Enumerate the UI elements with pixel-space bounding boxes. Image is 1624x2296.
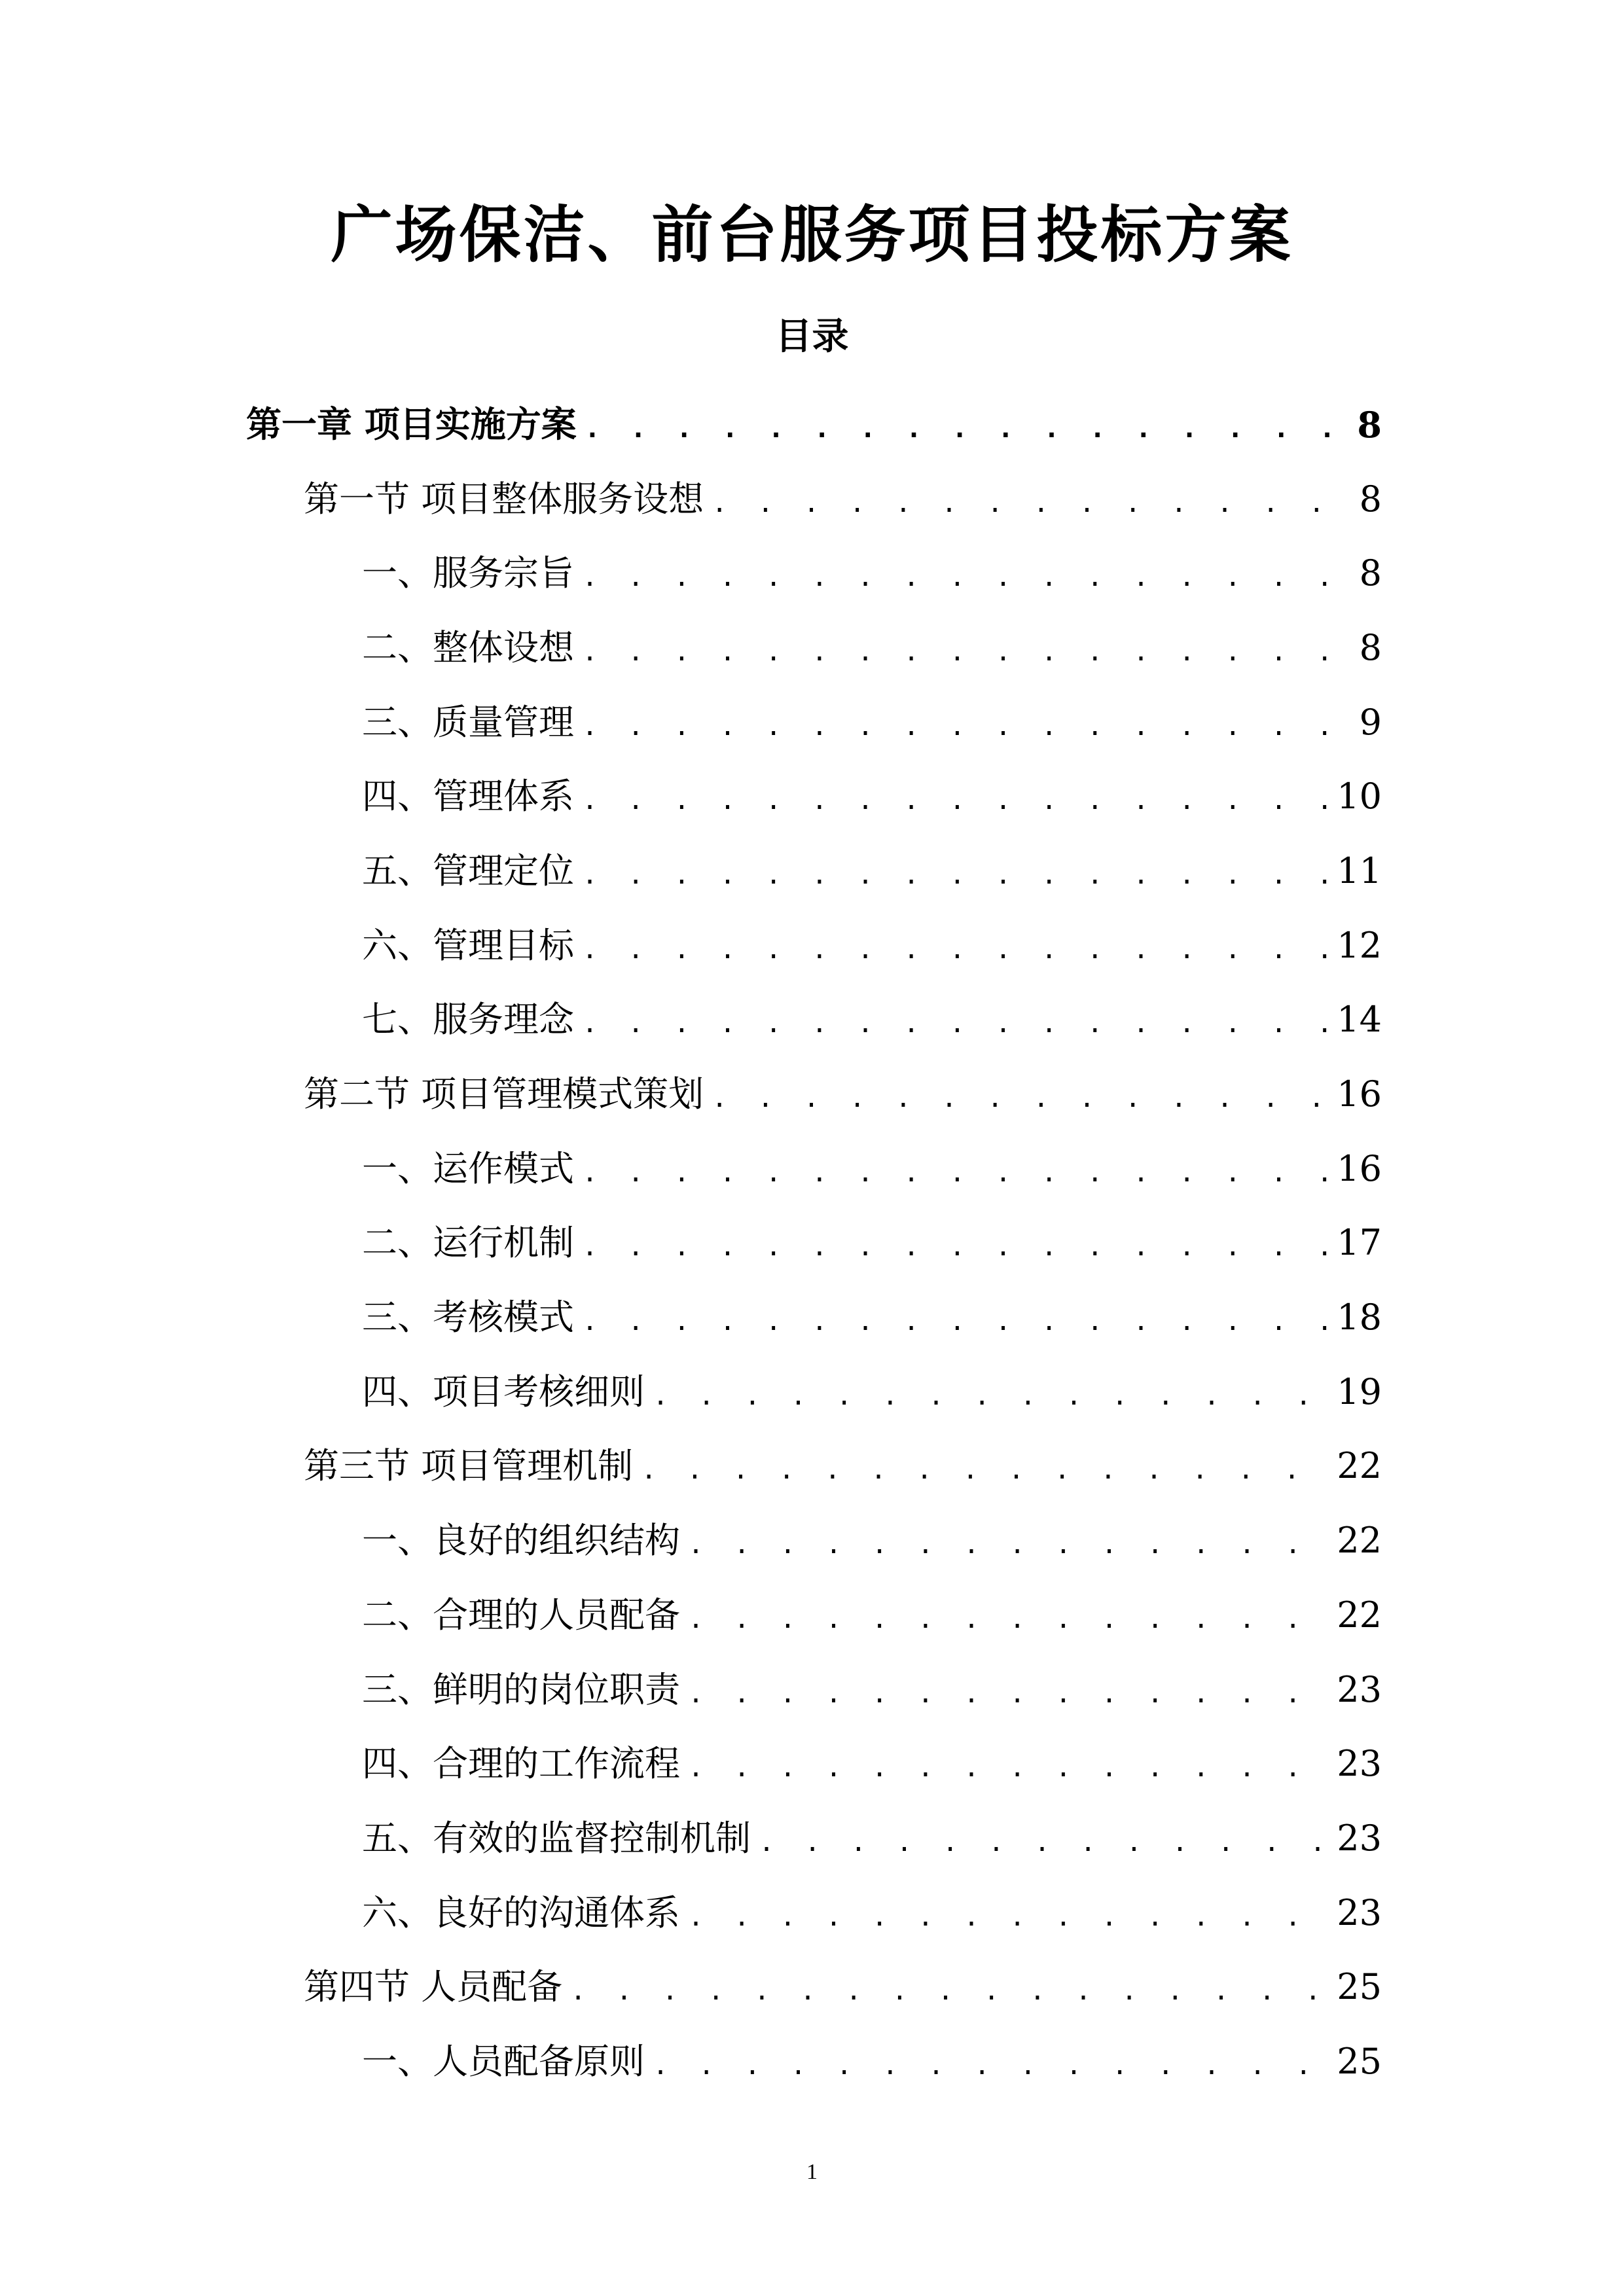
toc-entry-title: 二、整体设想 (362, 626, 574, 668)
toc-entry[interactable] (0, 908, 1624, 983)
toc-entry-title: 第四节 人员配备 (304, 1966, 563, 2008)
toc-entry-page: 9 (1359, 701, 1382, 743)
toc-entry[interactable] (0, 1653, 1624, 1727)
toc-entry-title: 七、服务理念 (362, 999, 574, 1041)
toc-leader-dots (759, 1820, 1327, 1865)
toc-entry-title: 五、有效的监督控制机制 (362, 1817, 751, 1859)
toc-entry[interactable] (0, 1801, 1624, 1876)
toc-leader-dots (582, 1001, 1327, 1047)
toc-entry-title: 六、管理目标 (362, 924, 574, 966)
toc-entry[interactable] (0, 1503, 1624, 1578)
toc-leader-dots (582, 778, 1327, 823)
toc-entry-title: 四、项目考核细则 (362, 1371, 645, 1412)
toc-leader-dots (582, 852, 1327, 898)
toc-entry-title: 四、管理体系 (362, 776, 574, 817)
toc-entry[interactable] (0, 462, 1624, 537)
toc-entry[interactable] (0, 2024, 1624, 2099)
toc-leader-dots (688, 1671, 1327, 1717)
toc-leader-dots (641, 1447, 1327, 1493)
toc-entry[interactable] (0, 1578, 1624, 1653)
toc-entry-page: 16 (1337, 1147, 1382, 1189)
toc-entry-page: 22 (1337, 1594, 1382, 1636)
toc-leader-dots (582, 927, 1327, 973)
toc-entry[interactable] (0, 1727, 1624, 1801)
toc-entry-page: 23 (1337, 1743, 1382, 1785)
toc-entry-title: 一、运作模式 (362, 1147, 574, 1189)
toc-entry[interactable] (0, 611, 1624, 685)
toc-entry-title: 四、合理的工作流程 (362, 1743, 680, 1785)
toc-entry[interactable] (0, 1206, 1624, 1281)
toc-entry-title: 第一节 项目整体服务设想 (304, 478, 704, 520)
toc-heading: 目录 (775, 315, 849, 358)
toc-entry-page: 10 (1337, 776, 1382, 817)
document-title: 广场保洁、前台服务项目投标方案 (331, 200, 1293, 271)
toc-entry-title: 一、人员配备原则 (362, 2040, 645, 2082)
toc-entry-page: 18 (1337, 1297, 1382, 1338)
toc-leader-dots (688, 1522, 1327, 1568)
toc-leader-dots (712, 1075, 1327, 1121)
toc-leader-dots (688, 1596, 1327, 1642)
toc-entry[interactable] (0, 834, 1624, 908)
page-number: 1 (806, 2160, 818, 2184)
toc-entry-page: 22 (1337, 1520, 1382, 1562)
toc-entry[interactable] (0, 1355, 1624, 1429)
toc-entry[interactable] (0, 387, 1624, 462)
toc-entry-title: 五、管理定位 (362, 850, 574, 891)
toc-entry-page: 25 (1337, 2040, 1382, 2082)
toc-entry-page: 8 (1359, 626, 1382, 668)
toc-leader-dots (688, 1745, 1327, 1791)
toc-entry-page: 19 (1337, 1371, 1382, 1412)
toc-leader-dots (712, 480, 1333, 526)
toc-entry-page: 11 (1337, 850, 1382, 891)
toc-entry-title: 二、运行机制 (362, 1222, 574, 1264)
toc-entry-title: 一、良好的组织结构 (362, 1520, 680, 1562)
toc-entry[interactable] (0, 1950, 1624, 2024)
toc-entry[interactable] (0, 1876, 1624, 1950)
toc-entry-page: 17 (1337, 1222, 1382, 1264)
toc-entry[interactable] (0, 536, 1624, 611)
toc-entry-page: 8 (1359, 478, 1382, 520)
toc-entry-title: 六、良好的沟通体系 (362, 1892, 680, 1933)
toc-leader-dots (653, 1373, 1327, 1419)
toc-entry-title: 第三节 项目管理机制 (304, 1445, 634, 1487)
toc-leader-dots (582, 1224, 1327, 1270)
toc-entry[interactable] (0, 1280, 1624, 1355)
toc-leader-dots (582, 704, 1333, 749)
toc-leader-dots (688, 1894, 1327, 1940)
toc-entry[interactable] (0, 1057, 1624, 1132)
toc-entry[interactable] (0, 1132, 1624, 1206)
toc-entry-page: 12 (1337, 924, 1382, 966)
toc-entry-title: 三、考核模式 (362, 1297, 574, 1338)
toc-entry-title: 第二节 项目管理模式策划 (304, 1073, 704, 1115)
table-of-contents (0, 387, 1624, 2099)
toc-entry-title: 二、合理的人员配备 (362, 1594, 680, 1636)
toc-entry-page: 8 (1359, 552, 1382, 594)
toc-leader-dots (582, 629, 1333, 675)
toc-entry-page: 14 (1337, 999, 1382, 1041)
toc-entry-page: 16 (1337, 1073, 1382, 1115)
toc-entry-title: 三、鲜明的岗位职责 (362, 1668, 680, 1710)
toc-entry-title: 第一章 项目实施方案 (246, 403, 577, 445)
toc-leader-dots (653, 2043, 1327, 2089)
toc-entry-page: 22 (1337, 1445, 1382, 1487)
toc-entry[interactable] (0, 759, 1624, 834)
toc-entry[interactable] (0, 1429, 1624, 1504)
toc-entry-page: 23 (1337, 1817, 1382, 1859)
toc-entry-page: 8 (1357, 403, 1382, 446)
toc-leader-dots (582, 1150, 1327, 1196)
toc-entry-page: 25 (1337, 1966, 1382, 2008)
toc-leader-dots (582, 554, 1333, 600)
toc-leader-dots (582, 1299, 1327, 1344)
toc-entry[interactable] (0, 983, 1624, 1058)
toc-leader-dots (570, 1968, 1327, 2014)
toc-leader-dots (585, 406, 1333, 452)
toc-entry-page: 23 (1337, 1892, 1382, 1933)
toc-entry-title: 一、服务宗旨 (362, 552, 574, 594)
toc-entry-page: 23 (1337, 1668, 1382, 1710)
toc-entry-title: 三、质量管理 (362, 701, 574, 743)
toc-entry[interactable] (0, 685, 1624, 760)
